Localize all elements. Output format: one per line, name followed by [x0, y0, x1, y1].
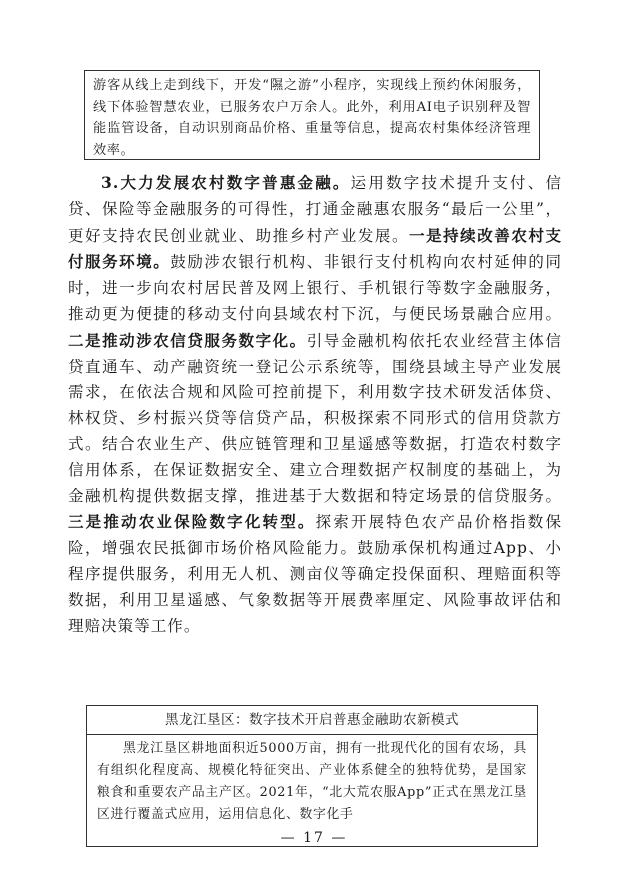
case-box-bottom-text: 黑龙江垦区耕地面积近5000万亩，拥有一批现代化的国有农场，具有组织化程度高、规模化特征突出、产业体系健全的独特优势，是国家粮食和重要农产品主产区。2021年，“北大荒农服App”正式在黑龙江垦区进行覆盖式应用，运用信息化、数字化手 [97, 741, 527, 822]
case-box-top-text: 游客从线上走到线下，开发“隰之游”小程序，实现线上预约休闲服务，线下体验智慧农业，已服务农户万余人。此外，利用AI电子识别秤及智能监管设备，自动识别商品价格、重量等信息，提高农村集体经济管理效率。 [93, 78, 531, 158]
case-box-title: 黑龙江垦区：数字技术开启普惠金融助农新模式 [87, 706, 537, 735]
body-section [68, 170, 562, 639]
point-one-text: 鼓励涉农银行机构、非银行支付机构向农村延伸的同时，进一步向农村居民普及网上银行、手机银行等数字金融服务，推动更为便捷的移动支付向县域农村下沉，与便民场景融合应用。 [68, 253, 562, 323]
body-paragraph [68, 170, 562, 639]
case-box-bottom [86, 705, 538, 847]
point-two-heading: 二是推动涉农信贷服务数字化。 [68, 330, 307, 350]
point-three-heading: 三是推动农业保险数字化转型。 [68, 512, 316, 532]
point-one-heading: 一是持续改善农村支付服务环境。 [68, 225, 562, 272]
page-number: — 17 — [280, 830, 348, 846]
heading-digital-finance: 3.大力发展农村数字普惠金融。 [101, 173, 351, 192]
case-box-top [84, 70, 540, 160]
paragraph-text: 运用数字技术提升支付、信贷、保险等金融服务的可得性，打通金融惠农服务“最后一公里”，更好支持农民创业就业、助推乡村产业发展。 [68, 174, 562, 245]
point-three-text: 探索开展特色农产品价格指数保险，增强农民抵御市场价格风险能力。鼓励承保机构通过App、小程序提供服务，利用无人机、测亩仪等确定投保面积、理赔面积等数据，利用卫星遥感、气象数据等开展费率厘定、风险事故评估和理赔决策等工作。 [68, 513, 563, 635]
point-two-text: 引导金融机构依托农业经营主体信贷直通车、动产融资统一登记公示系统等，围绕县域主导产业发展需求，在依法合规和风险可控前提下，利用数字技术研发活体贷、林权贷、乡村振兴贷等信贷产品，积极探索不同形式的信用贷款方式。结合农业生产、供应链管理和卫星遥感等数据，打造农村数字信用体系，在保证数据安全、建立合理数据产权制度的基础上，为金融机构提供数据支撑，推进基于大数据和特定场景的信贷服务。 [68, 331, 562, 505]
